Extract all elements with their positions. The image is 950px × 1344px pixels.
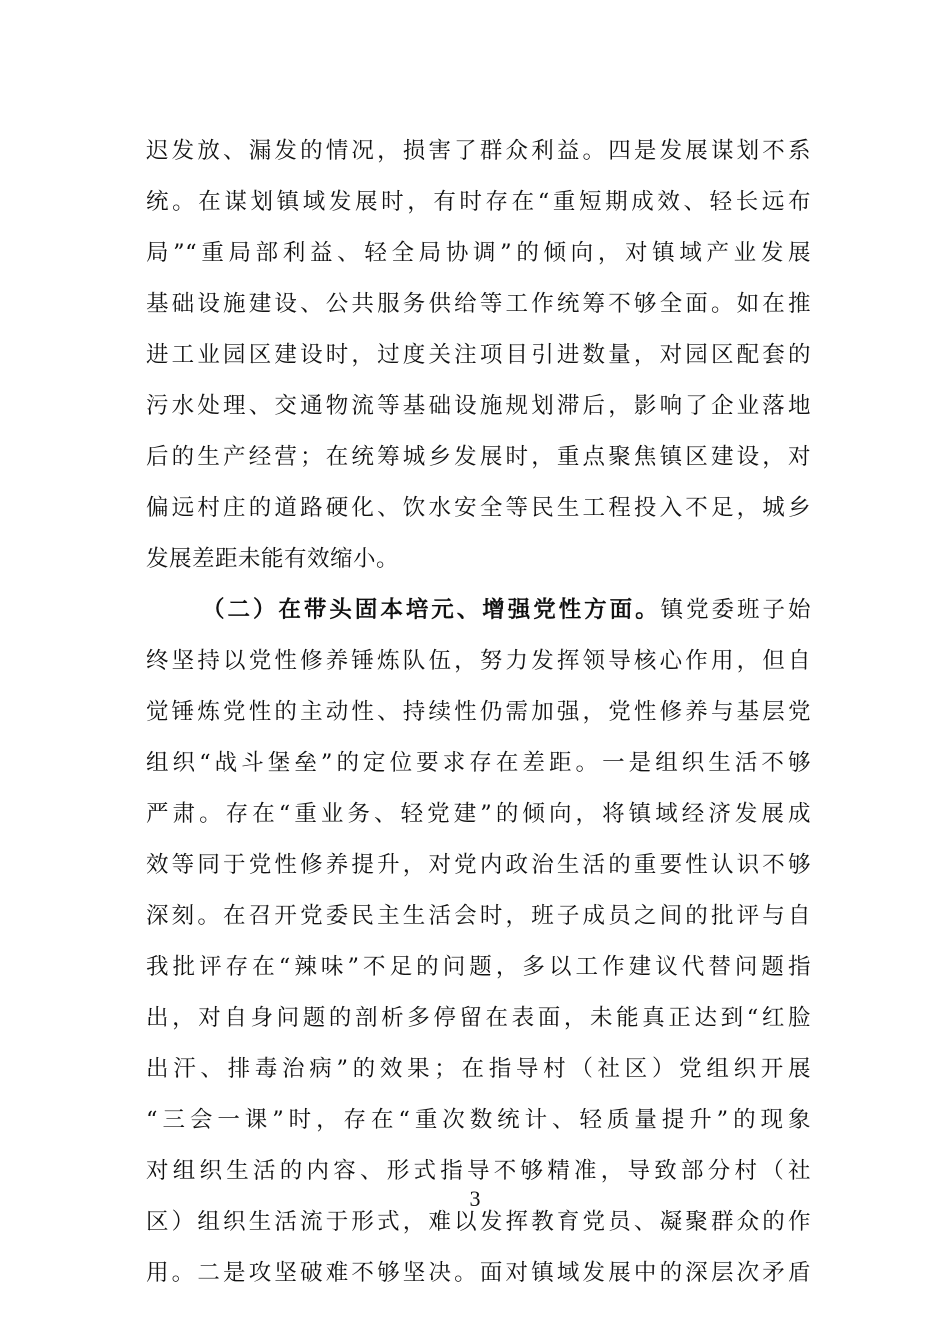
text-line: 统。在谋划镇域发展时，有时存在“重短期成效、轻长远布 xyxy=(146,189,811,215)
text-line: 局”“重局部利益、轻全局协调”的倾向，对镇域产业发展 xyxy=(146,240,811,266)
text-line: 污水处理、交通物流等基础设施规划滞后，影响了企业落地 xyxy=(146,393,811,419)
page-number: 3 xyxy=(469,1186,481,1211)
text-line: “三会一课”时，存在“重次数统计、轻质量提升”的现象 xyxy=(146,1107,811,1133)
text-line: 效等同于党性修养提升，对党内政治生活的重要性认识不够 xyxy=(146,852,811,878)
section-heading-continuation: 镇党委班子始 xyxy=(660,597,811,623)
text-line: 严肃。存在“重业务、轻党建”的倾向，将镇域经济发展成 xyxy=(146,801,811,827)
text-line: 区）组织生活流于形式，难以发挥教育党员、凝聚群众的作 xyxy=(146,1209,811,1235)
section-heading-line xyxy=(146,585,811,636)
text-line: 出，对自身问题的剖析多停留在表面，未能真正达到“红脸 xyxy=(146,1005,811,1031)
text-line: 终坚持以党性修养锤炼队伍，努力发挥领导核心作用，但自 xyxy=(146,648,811,674)
text-line: 偏远村庄的道路硬化、饮水安全等民生工程投入不足，城乡 xyxy=(146,495,811,521)
text-line: 组织“战斗堡垒”的定位要求存在差距。一是组织生活不够 xyxy=(146,750,811,776)
text-line: 我批评存在“辣味”不足的问题，多以工作建议代替问题指 xyxy=(146,954,811,980)
text-line: 出汗、排毒治病”的效果；在指导村（社区）党组织开展 xyxy=(146,1056,811,1082)
text-line: 觉锤炼党性的主动性、持续性仍需加强，党性修养与基层党 xyxy=(146,699,811,725)
text-line: 进工业园区建设时，过度关注项目引进数量，对园区配套的 xyxy=(146,342,811,368)
text-line: 迟发放、漏发的情况，损害了群众利益。四是发展谋划不系 xyxy=(146,138,811,164)
text-line: 用。二是攻坚破难不够坚决。面对镇域发展中的深层次矛盾 xyxy=(146,1260,811,1286)
text-line: 发展差距未能有效缩小。 xyxy=(146,546,400,572)
text-line: 深刻。在召开党委民主生活会时，班子成员之间的批评与自 xyxy=(146,903,811,929)
text-line: 对组织生活的内容、形式指导不够精准，导致部分村（社 xyxy=(146,1158,811,1184)
text-line: 基础设施建设、公共服务供给等工作统筹不够全面。如在推 xyxy=(146,291,811,317)
text-line: 后的生产经营；在统筹城乡发展时，重点聚焦镇区建设，对 xyxy=(146,444,811,470)
body-text xyxy=(146,126,811,1299)
section-heading: （二）在带头固本培元、增强党性方面。 xyxy=(202,597,661,623)
